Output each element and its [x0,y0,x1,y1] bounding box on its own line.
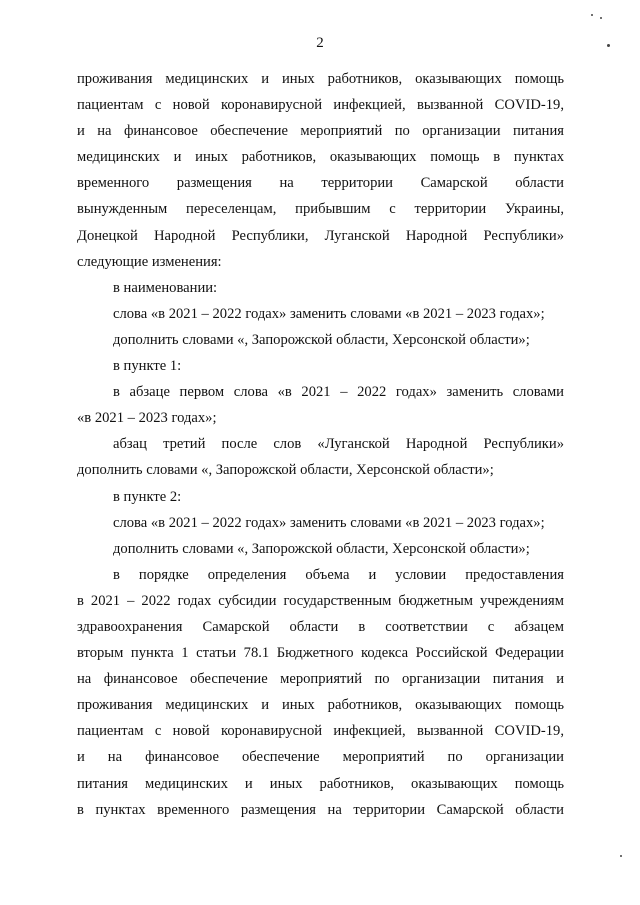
scan-speck [600,17,602,19]
text-line: абзац третий после слов «Луганской Народной Республики» [113,436,564,453]
text-line: «в 2021 – 2023 годах»; [77,410,217,427]
text-line: слова «в 2021 – 2022 годах» заменить словами «в 2021 – 2023 годах»; [113,305,545,322]
text-line: следующие изменения: [77,253,222,270]
text-line: пациентам с новой коронавирусной инфекцией, вызванной COVID-19, [77,97,564,114]
text-line: вторым пункта 1 статьи 78.1 Бюджетного кодекса Российской Федерации [77,645,564,662]
text-line: в пункте 2: [113,488,182,505]
text-line: дополнить словами «, Запорожской области, Херсонской области»; [113,540,530,557]
text-line: слова «в 2021 – 2022 годах» заменить словами «в 2021 – 2023 годах»; [113,514,545,531]
text-line: дополнить словами «, Запорожской области, Херсонской области»; [113,331,530,348]
page-number: 2 [316,35,324,51]
text-line: в абзаце первом слова «в 2021 – 2022 годах» заменить словами [113,384,564,401]
text-line: в наименовании: [113,279,218,296]
text-line: Донецкой Народной Республики, Луганской Народной Республики» [77,227,564,244]
text-line: временного размещения на территории Самарской области [77,175,564,192]
text-line: в пункте 1: [113,358,182,375]
scan-speck [607,44,610,47]
scan-speck [591,14,593,16]
text-line: медицинских и иных работников, оказывающих помощь в пунктах [77,149,564,166]
text-line: и на финансовое обеспечение мероприятий по организации питания [77,123,564,140]
text-line: в порядке определения объема и условии предоставления [113,566,564,583]
text-line: на финансовое обеспечение мероприятий по организации питания и [77,671,564,688]
text-line: вынужденным переселенцам, прибывшим с территории Украины, [77,201,564,218]
text-line: в пунктах временного размещения на территории Самарской области [77,801,564,818]
text-line: питания медицинских и иных работников, оказывающих помощь [77,775,564,792]
text-line: здравоохранения Самарской области в соответствии с абзацем [77,618,564,635]
scan-speck [620,855,622,857]
text-line: дополнить словами «, Запорожской области, Херсонской области»; [77,462,494,479]
text-line: проживания медицинских и иных работников, оказывающих помощь [77,697,564,714]
text-line: и на финансовое обеспечение мероприятий по организации [77,749,564,766]
document-body [77,66,564,823]
text-line: в 2021 – 2022 годах субсидии государственным бюджетным учреждениям [77,592,564,609]
text-line: проживания медицинских и иных работников, оказывающих помощь [77,71,564,87]
text-line: пациентам с новой коронавирусной инфекцией, вызванной COVID-19, [77,723,564,740]
